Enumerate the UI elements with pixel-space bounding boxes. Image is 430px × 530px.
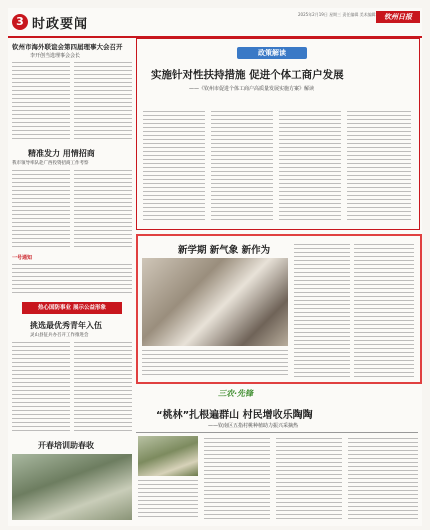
feature-body-col2 (354, 244, 414, 378)
policy-body-col2 (211, 111, 273, 221)
policy-body-col1 (143, 111, 205, 221)
notice-body (12, 264, 132, 294)
article-3-subtitle: 灵山县征兵办召开工作推进会 (30, 333, 89, 338)
rural-body-col2 (204, 438, 270, 520)
article-3-title: 挑选最优秀青年入伍 (30, 321, 102, 330)
article-1-body (12, 62, 70, 142)
rural-photo (138, 436, 198, 476)
rural-body-col4 (348, 438, 418, 520)
feature-body-col1 (294, 244, 350, 378)
policy-body-col3 (279, 111, 341, 221)
rural-logo: 三农·先锋 (218, 389, 254, 398)
masthead: 钦州日报 (376, 11, 420, 23)
newspaper-page (8, 8, 422, 526)
promo-banner: 热心国防事业 展示公益形象 (22, 302, 122, 314)
issue-meta: 2025年2月19日 星期三 责任编辑 美术编辑 (298, 12, 376, 17)
article-3-body-col2 (74, 342, 132, 434)
article-2-title: 精准发力 用情招商 (28, 149, 95, 158)
notice-label: 一号通知 (12, 255, 33, 261)
article-2-subtitle: 我市领导率队赴广西投资招商工作考察 (12, 161, 89, 166)
article-1-title: 钦州市海外联谊会第四届理事大会召开 (12, 43, 123, 51)
rural-body-col3 (276, 438, 342, 520)
feature-photo (142, 258, 288, 346)
feature-section (136, 234, 422, 384)
article-2-body (12, 170, 70, 248)
section-title: 时政要闻 (32, 17, 89, 32)
article-4-title: 开春培训助春收 (38, 441, 94, 450)
page-header (8, 8, 422, 38)
page-number: 3 (12, 14, 28, 30)
rural-subtitle: ——钦南区五指村桃种植助力振兴采摘热 (208, 423, 299, 429)
article-1-subtitle: 李开创当选理事会会长 (30, 53, 81, 59)
feature-title: 新学期 新气象 新作为 (178, 245, 271, 256)
article-2-body-col2 (74, 170, 132, 248)
rural-title: “桃林”扎根遍群山 村民增收乐陶陶 (156, 410, 313, 421)
policy-section (136, 38, 420, 230)
policy-subtitle: ——《钦州市促进个体工商户高质量发展实施方案》解读 (189, 86, 315, 92)
policy-tag: 政策解读 (237, 47, 307, 59)
article-3-body (12, 342, 70, 434)
rural-body-col1 (138, 480, 198, 520)
policy-body-col4 (347, 111, 411, 221)
feature-caption (142, 350, 288, 378)
training-photo (12, 454, 132, 520)
rural-divider (136, 432, 418, 433)
policy-title: 实施针对性扶持措施 促进个体工商户发展 (151, 69, 344, 81)
article-1-body-col2 (74, 62, 132, 142)
